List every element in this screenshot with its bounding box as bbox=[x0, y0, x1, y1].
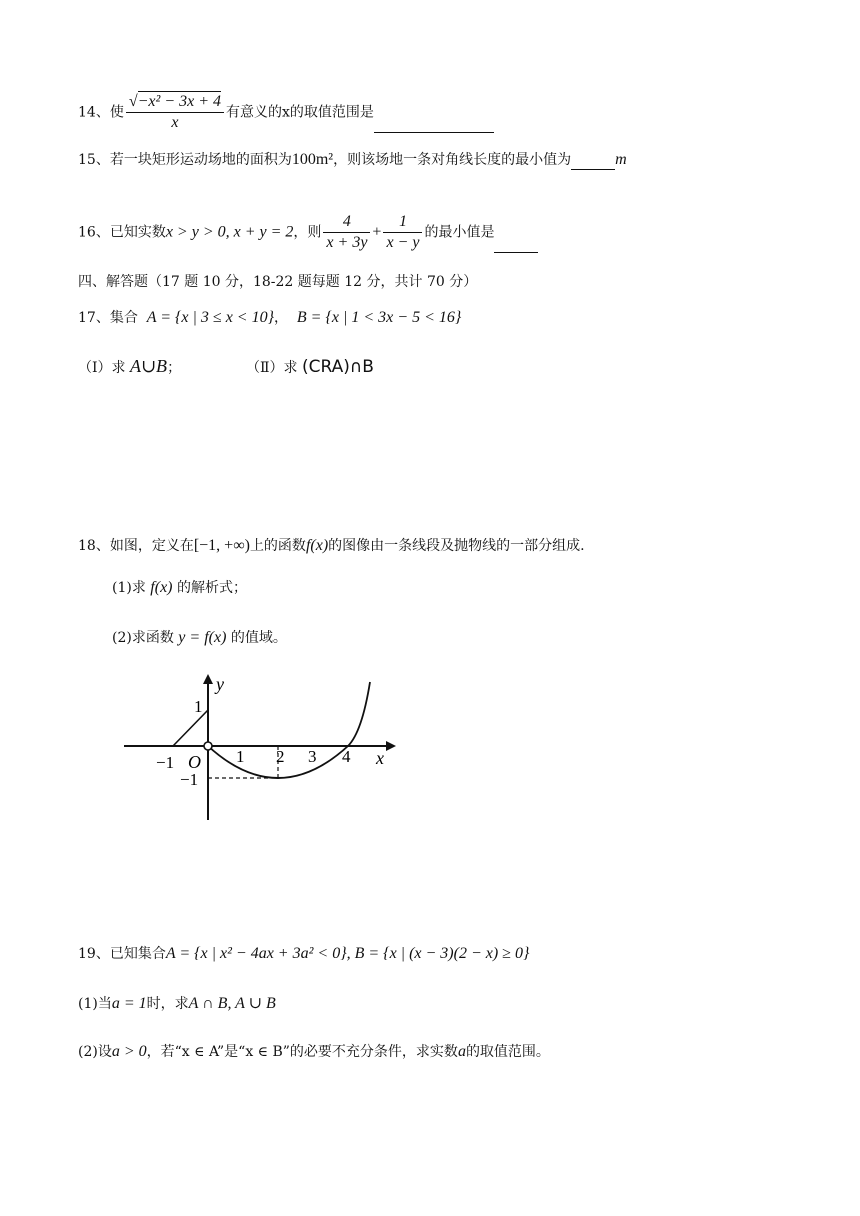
x-tick-label-1: 1 bbox=[236, 747, 245, 766]
math-area: 100m² bbox=[291, 151, 334, 168]
question-14 bbox=[78, 92, 494, 133]
question-number: 14、 bbox=[78, 104, 110, 121]
sets-definition: A = {x | x² − 4ax + 3a² < 0}, B = {x | (x − 3)(2 − x) ≥ 0} bbox=[165, 945, 530, 962]
question-number: 15、 bbox=[78, 152, 110, 168]
fraction: $\frac{1}{x - y}$ bbox=[383, 212, 422, 253]
question-text: 的图像由一条线段及抛物线的一部分组成. bbox=[328, 538, 585, 554]
x-tick-label-m1: −1 bbox=[156, 753, 175, 772]
answer-blank[interactable] bbox=[374, 118, 494, 133]
question-text: 集合 bbox=[109, 310, 138, 326]
question-19 bbox=[78, 944, 529, 964]
part-1-label: （Ⅰ）求 bbox=[78, 360, 126, 376]
answer-blank[interactable] bbox=[571, 155, 615, 170]
question-text: 上的函数 bbox=[249, 538, 306, 554]
part-2-expr: (CRA)∩B bbox=[301, 357, 374, 377]
function-graph bbox=[120, 670, 410, 830]
question-18-part-1: (1)求 f(x) 的解析式； bbox=[112, 579, 247, 596]
question-text: ，则 bbox=[293, 224, 322, 241]
question-number: 19、 bbox=[78, 946, 110, 962]
x-axis-arrow bbox=[386, 741, 396, 751]
section-heading: 四、解答题（17 题 10 分，18-22 题每题 12 分，共计 70 分） bbox=[78, 274, 478, 290]
question-18-part-2: (2)求函数 y = f(x) 的值域。 bbox=[112, 629, 287, 646]
question-number: 16、 bbox=[78, 224, 110, 241]
function: f(x) bbox=[305, 537, 329, 554]
y-tick-label-m1: −1 bbox=[180, 770, 199, 789]
question-15 bbox=[78, 150, 627, 170]
interval: [−1, +∞) bbox=[193, 537, 250, 554]
y-tick-label-1: 1 bbox=[194, 697, 203, 716]
line-segment bbox=[173, 710, 208, 746]
x-tick-label-4: 4 bbox=[342, 747, 351, 766]
fraction: $\frac{\text{√−x² − 3x + 4}}{x}$ bbox=[126, 92, 224, 133]
question-text: 的最小值是 bbox=[424, 224, 495, 241]
condition: x > y > 0, x + y = 2 bbox=[165, 223, 294, 241]
question-19-part-2: (2)设a > 0，若“x ∈ A”是“x ∈ B”的必要不充分条件，求实数a的取值范围。 bbox=[78, 1043, 550, 1060]
part-2-label: （Ⅱ）求 bbox=[245, 360, 298, 376]
question-17: 17、集合 A = {x | 3 ≤ x < 10}， B = {x | 1 < 3x − 5 < 16} bbox=[78, 309, 462, 326]
answer-blank[interactable] bbox=[494, 238, 538, 253]
y-axis-arrow bbox=[203, 674, 213, 684]
question-19-part-1: (1)当a = 1时，求A ∩ B, A ∪ B bbox=[78, 995, 276, 1012]
x-tick-label-3: 3 bbox=[308, 747, 317, 766]
question-text: 已知实数 bbox=[109, 224, 166, 241]
fraction: $\frac{4}{x + 3y}$ bbox=[323, 212, 370, 253]
question-17-parts: （Ⅰ）求 A∪B； （Ⅱ）求 (CRA)∩B bbox=[78, 356, 374, 377]
question-18 bbox=[78, 536, 585, 556]
question-text: 使 bbox=[109, 104, 124, 121]
set-b: B = {x | 1 < 3x − 5 < 16} bbox=[296, 309, 462, 326]
x-axis-label: x bbox=[376, 748, 384, 768]
question-text: 若一块矩形运动场地的面积为 bbox=[109, 152, 292, 168]
question-number: 17、 bbox=[78, 310, 110, 326]
x-tick-label-2: 2 bbox=[276, 747, 285, 766]
y-axis-label: y bbox=[216, 674, 224, 694]
question-number: 18、 bbox=[78, 538, 110, 554]
question-text: 有意义的x的取值范围是 bbox=[226, 104, 374, 121]
unit: m bbox=[615, 151, 627, 168]
part-1-expr: A∪B bbox=[129, 356, 168, 376]
question-text: ，则该场地一条对角线长度的最小值为 bbox=[333, 152, 572, 168]
origin-label: O bbox=[188, 752, 201, 772]
question-text: 如图，定义在 bbox=[109, 538, 194, 554]
open-point bbox=[204, 742, 212, 750]
question-text: 已知集合 bbox=[109, 946, 166, 962]
question-16: 16、已知实数x > y > 0, x + y = 2，则 $\frac{4}{x + 3y}$ + $\frac{1}{x - y}$ 的最小值是 bbox=[78, 212, 538, 253]
set-a: A = {x | 3 ≤ x < 10} bbox=[146, 309, 274, 326]
numerator: −x² − 3x + 4 bbox=[137, 93, 221, 110]
denominator: x bbox=[171, 114, 179, 131]
